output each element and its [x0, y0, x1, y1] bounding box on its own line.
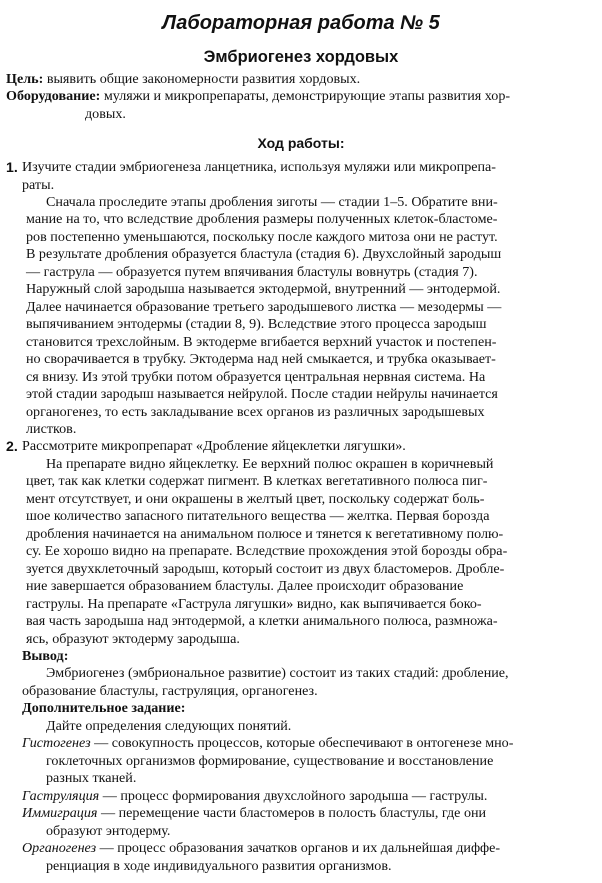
- task2-line: мент отсутствует, и они окрашены в желтый цвет, поскольку содержат боль-: [26, 490, 485, 507]
- task1-line: ров постепенно уменьшаются, поскольку после каждого митоза они не растут.: [26, 228, 498, 245]
- task2-line: дробления начинается на анимальном полюсе и тянется к вегетативному полю-: [26, 525, 504, 542]
- goal-line: [6, 71, 360, 89]
- task1-line: ся внизу. Из этой трубки потом образуется центральная нервная система. На: [26, 368, 486, 385]
- task1-number: 1.: [6, 159, 18, 175]
- definition-term: Органогенез: [22, 840, 97, 857]
- goal-text: выявить общие закономерности развития хордовых.: [46, 70, 361, 87]
- equipment-line-2: довых.: [85, 105, 126, 122]
- equipment-line-1: [6, 88, 510, 106]
- task1-line: мание на то, что вследствие дробления размеры полученных клеток-бластоме-: [26, 211, 498, 228]
- task1-line: но сворачивается в трубку. Эктодерма над ней смыкается, и трубка оказывает-: [26, 351, 496, 368]
- task2-line: Рассмотрите микропрепарат «Дробление яйцеклетки лягушки».: [22, 438, 406, 455]
- page-subtitle: Эмбриогенез хордовых: [203, 48, 399, 66]
- task1-line: Изучите стадии эмбриогенеза ланцетника, используя муляжи или микропрепа-: [22, 159, 496, 175]
- definition-gastrulation: Гаструляция — процесс формирования двухслойного зародыша — гаструлы.: [22, 787, 488, 804]
- task2-line: цвет, так как клетки содержат пигмент. В клетках вегетативного полюса пиг-: [26, 473, 488, 490]
- task1-line: Далее начинается образование третьего зародышевого листка — мезодермы —: [26, 298, 502, 315]
- extra-task-label: Дополнительное задание:: [22, 700, 186, 717]
- task2-line: зуется двухклеточный зародыш, который состоит из двух бластомеров. Дробле-: [26, 560, 505, 577]
- conclusion-line: Эмбриогенез (эмбриональное развитие) состоит из таких стадий: дробление,: [46, 665, 509, 682]
- extra-task-intro: Дайте определения следующих понятий.: [46, 717, 292, 734]
- equipment-text: муляжи и микропрепараты, демонстрирующие этапы развития хор-: [103, 88, 511, 105]
- task1-line: Сначала проследите этапы дробления зиготы — стадии 1–5. Обратите вни-: [46, 193, 498, 210]
- task2-number: 2.: [6, 438, 18, 455]
- task1-line: Наружный слой зародыша называется эктодермой, внутренний — энтодермой.: [26, 281, 501, 298]
- task1-line: этой стадии зародыш называется нейрулой. После стадии нейрулы начинается: [26, 386, 498, 402]
- definition-term: Иммиграция: [22, 805, 98, 822]
- task1-line: органогенез, то есть закладывание всех органов из различных зародышевых: [26, 403, 485, 420]
- conclusion-line: образование бластулы, гаструляция, органогенез.: [22, 682, 318, 699]
- definition-term: Гистогенез: [22, 735, 91, 752]
- definition-line: ренциация в ходе индивидуального развития организмов.: [46, 857, 392, 874]
- task1-line: листков.: [26, 421, 77, 437]
- task2-line: ясь, образуют эктодерму зародыша.: [26, 630, 240, 647]
- equipment-label: Оборудование:: [6, 88, 101, 105]
- page-title: Лабораторная работа № 5: [162, 12, 440, 34]
- definition-organogenesis: Органогенез — процесс образования зачатков органов и их дальнейшая диффе-: [22, 840, 501, 857]
- task1-line: — гаструла — образуется путем впячивания бластулы вовнутрь (стадия 7).: [26, 263, 478, 280]
- definition-histogenesis: Гистогенез — совокупность процессов, которые обеспечивают в онтогенезе мно-: [22, 735, 514, 752]
- definition-immigration: Иммиграция — перемещение части бластомеров в полость бластулы, где они: [22, 805, 487, 822]
- task2-line: вая часть зародыша над энтодермой, а клетки анимального полюса, размножа-: [26, 613, 498, 630]
- definition-line: образуют энтодерму.: [46, 822, 171, 839]
- task1-line: становится трехслойным. В эктодерме вгибается верхний участок и постепен-: [26, 333, 497, 350]
- task2-line: су. Ее хорошо видно на препарате. Вследствие прохождения этой борозды обра-: [26, 543, 508, 560]
- definition-line: разных тканей.: [46, 770, 137, 787]
- task1-line: раты.: [22, 176, 55, 193]
- goal-label: Цель:: [6, 70, 44, 87]
- task1-line: В результате дробления образуется бластула (стадия 6). Двухслойный зародыш: [26, 246, 502, 263]
- task2-line: ние завершается образованием бластулы. Далее происходит образование: [26, 578, 464, 595]
- definition-term: Гаструляция: [22, 787, 100, 804]
- task2-line: гаструлы. На препарате «Гаструла лягушки» видно, как выпячивается боко-: [26, 595, 482, 612]
- definition-line: гоклеточных организмов формирование, существование и восстановление: [46, 752, 494, 769]
- task2-line: шое количество запасного питательного вещества — желтка. Первая борозда: [26, 508, 490, 525]
- task2-line: На препарате видно яйцеклетку. Ее верхний полюс окрашен в коричневый: [46, 455, 494, 472]
- conclusion-label: Вывод:: [22, 648, 69, 664]
- task1-line: выпячиванием энтодермы (стадии 8, 9). Вследствие этого процесса зародыш: [26, 316, 487, 333]
- procedure-heading: Ход работы:: [257, 135, 345, 152]
